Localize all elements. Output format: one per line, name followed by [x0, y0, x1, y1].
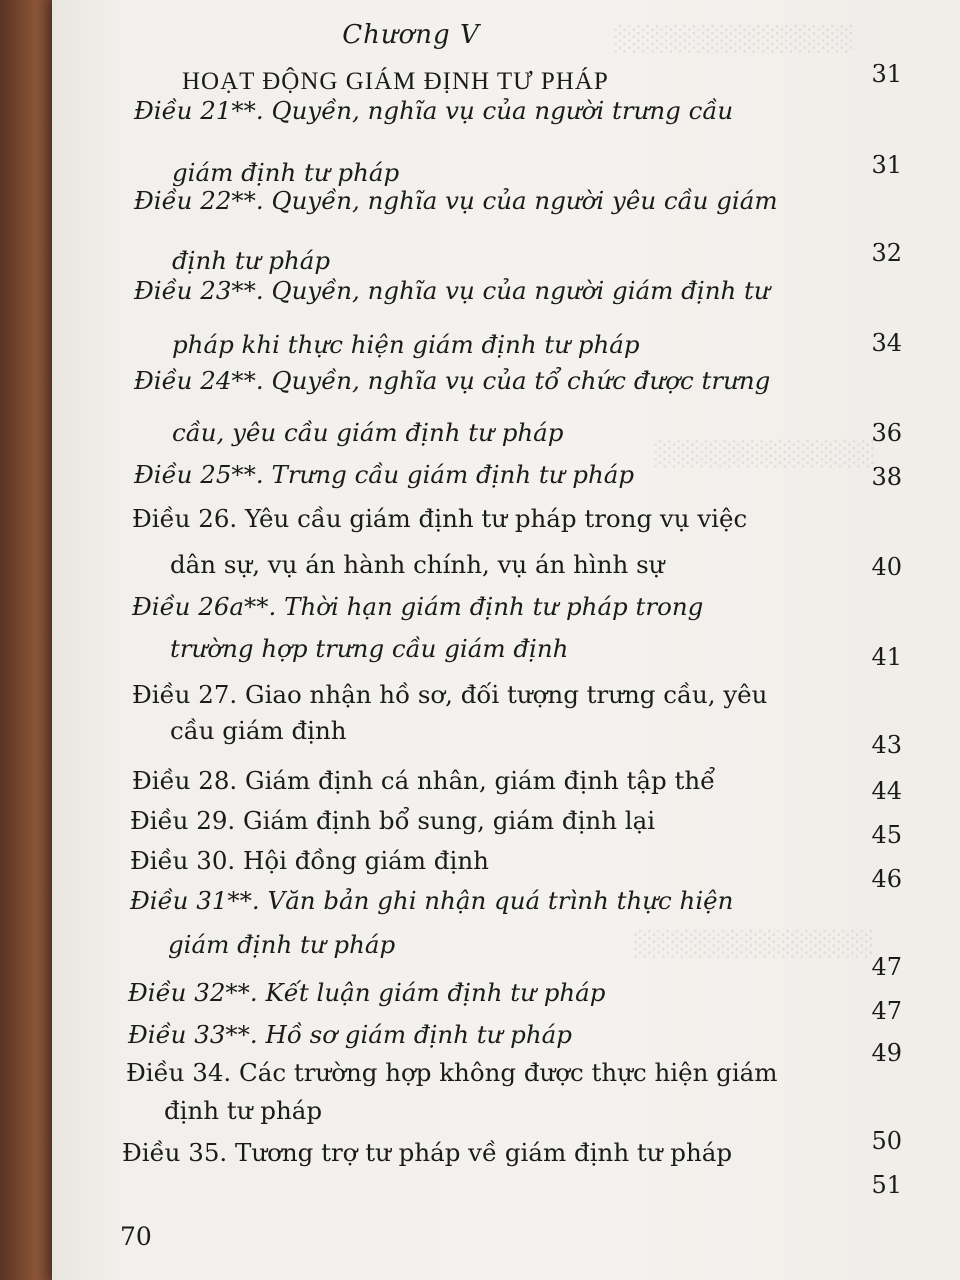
toc-entry-title: Điều 33**. Hồ sơ giám định tư pháp [128, 1020, 572, 1049]
chapter-label: Chương V [342, 20, 480, 50]
toc-entry-page-number: 31 [871, 151, 902, 179]
show-through-text: ░░░░░░░░░░░░ [652, 440, 874, 468]
toc-entry-title: Điều 29. Giám định bổ sung, giám định lại [130, 806, 656, 835]
toc-entry-page-number: 38 [871, 463, 902, 491]
toc-entry-page-number: 47 [871, 953, 902, 981]
toc-entry-page-number: 49 [871, 1039, 902, 1067]
toc-entry-title: Điều 27. Giao nhận hồ sơ, đối tượng trưng cầu, yêu [132, 680, 768, 709]
toc-entry-continuation: giám định tư pháp [168, 930, 396, 959]
toc-entry-continuation: cầu, yêu cầu giám định tư pháp [172, 418, 564, 447]
toc-entry-title: Điều 24**. Quyền, nghĩa vụ của tổ chức được trưng [134, 366, 771, 395]
book-page [52, 0, 960, 1280]
show-through-text: ░░░░░░░░░░░░░ [632, 930, 872, 958]
toc-entry-page-number: 45 [871, 821, 902, 849]
toc-entry-continuation: cầu giám định [170, 716, 347, 745]
toc-entry-page-number: 50 [871, 1127, 902, 1155]
toc-entry-title: Điều 21**. Quyền, nghĩa vụ của người trưng cầu [134, 96, 734, 125]
toc-entry-page-number: 44 [871, 777, 902, 805]
toc-entry-title: Điều 22**. Quyền, nghĩa vụ của người yêu cầu giám [134, 186, 778, 215]
toc-entry-title: Điều 30. Hội đồng giám định [130, 846, 489, 875]
toc-entry-page-number: 32 [871, 239, 902, 267]
toc-entry-title: Điều 23**. Quyền, nghĩa vụ của người giám định tư [134, 276, 770, 305]
toc-entry-continuation: dân sự, vụ án hành chính, vụ án hình sự [170, 550, 665, 579]
toc-entry-title: Điều 28. Giám định cá nhân, giám định tập thể [132, 766, 716, 795]
toc-entry-continuation: định tư pháp [172, 246, 331, 275]
toc-entry-title: Điều 31**. Văn bản ghi nhận quá trình thực hiện [130, 886, 734, 915]
toc-entry-title: Điều 25**. Trưng cầu giám định tư pháp [134, 460, 635, 489]
toc-entry-page-number: 47 [871, 997, 902, 1025]
toc-entry-page-number: 36 [871, 419, 902, 447]
section-title: HOẠT ĐỘNG GIÁM ĐỊNH TƯ PHÁP [182, 68, 609, 95]
toc-entry-continuation: giám định tư pháp [172, 158, 400, 187]
toc-entry-title: Điều 32**. Kết luận giám định tư pháp [128, 978, 606, 1007]
toc-entry-page-number: 46 [871, 865, 902, 893]
toc-entry-page-number: 40 [871, 553, 902, 581]
toc-entry-continuation: pháp khi thực hiện giám định tư pháp [172, 330, 640, 359]
toc-entry-title: Điều 26. Yêu cầu giám định tư pháp trong vụ việc [132, 504, 748, 533]
show-through-text: ░░░░░░░░░░░░░ [612, 25, 852, 53]
toc-entry-title: Điều 35. Tương trợ tư pháp về giám định tư pháp [122, 1138, 733, 1167]
table-background [0, 0, 60, 1280]
folio-page-number: 70 [120, 1222, 152, 1251]
toc-entry-page-number: 51 [871, 1171, 902, 1199]
toc-entry-continuation: trường hợp trưng cầu giám định [170, 634, 569, 663]
section-page-number: 31 [871, 60, 902, 88]
toc-entry-continuation: định tư pháp [164, 1096, 323, 1125]
toc-entry-page-number: 41 [871, 643, 902, 671]
toc-entry-title: Điều 26a**. Thời hạn giám định tư pháp trong [132, 592, 704, 621]
toc-entry-page-number: 43 [871, 731, 902, 759]
toc-list [52, 0, 960, 1280]
toc-entry-title: Điều 34. Các trường hợp không được thực hiện giám [126, 1058, 778, 1087]
toc-entry-page-number: 34 [871, 329, 902, 357]
